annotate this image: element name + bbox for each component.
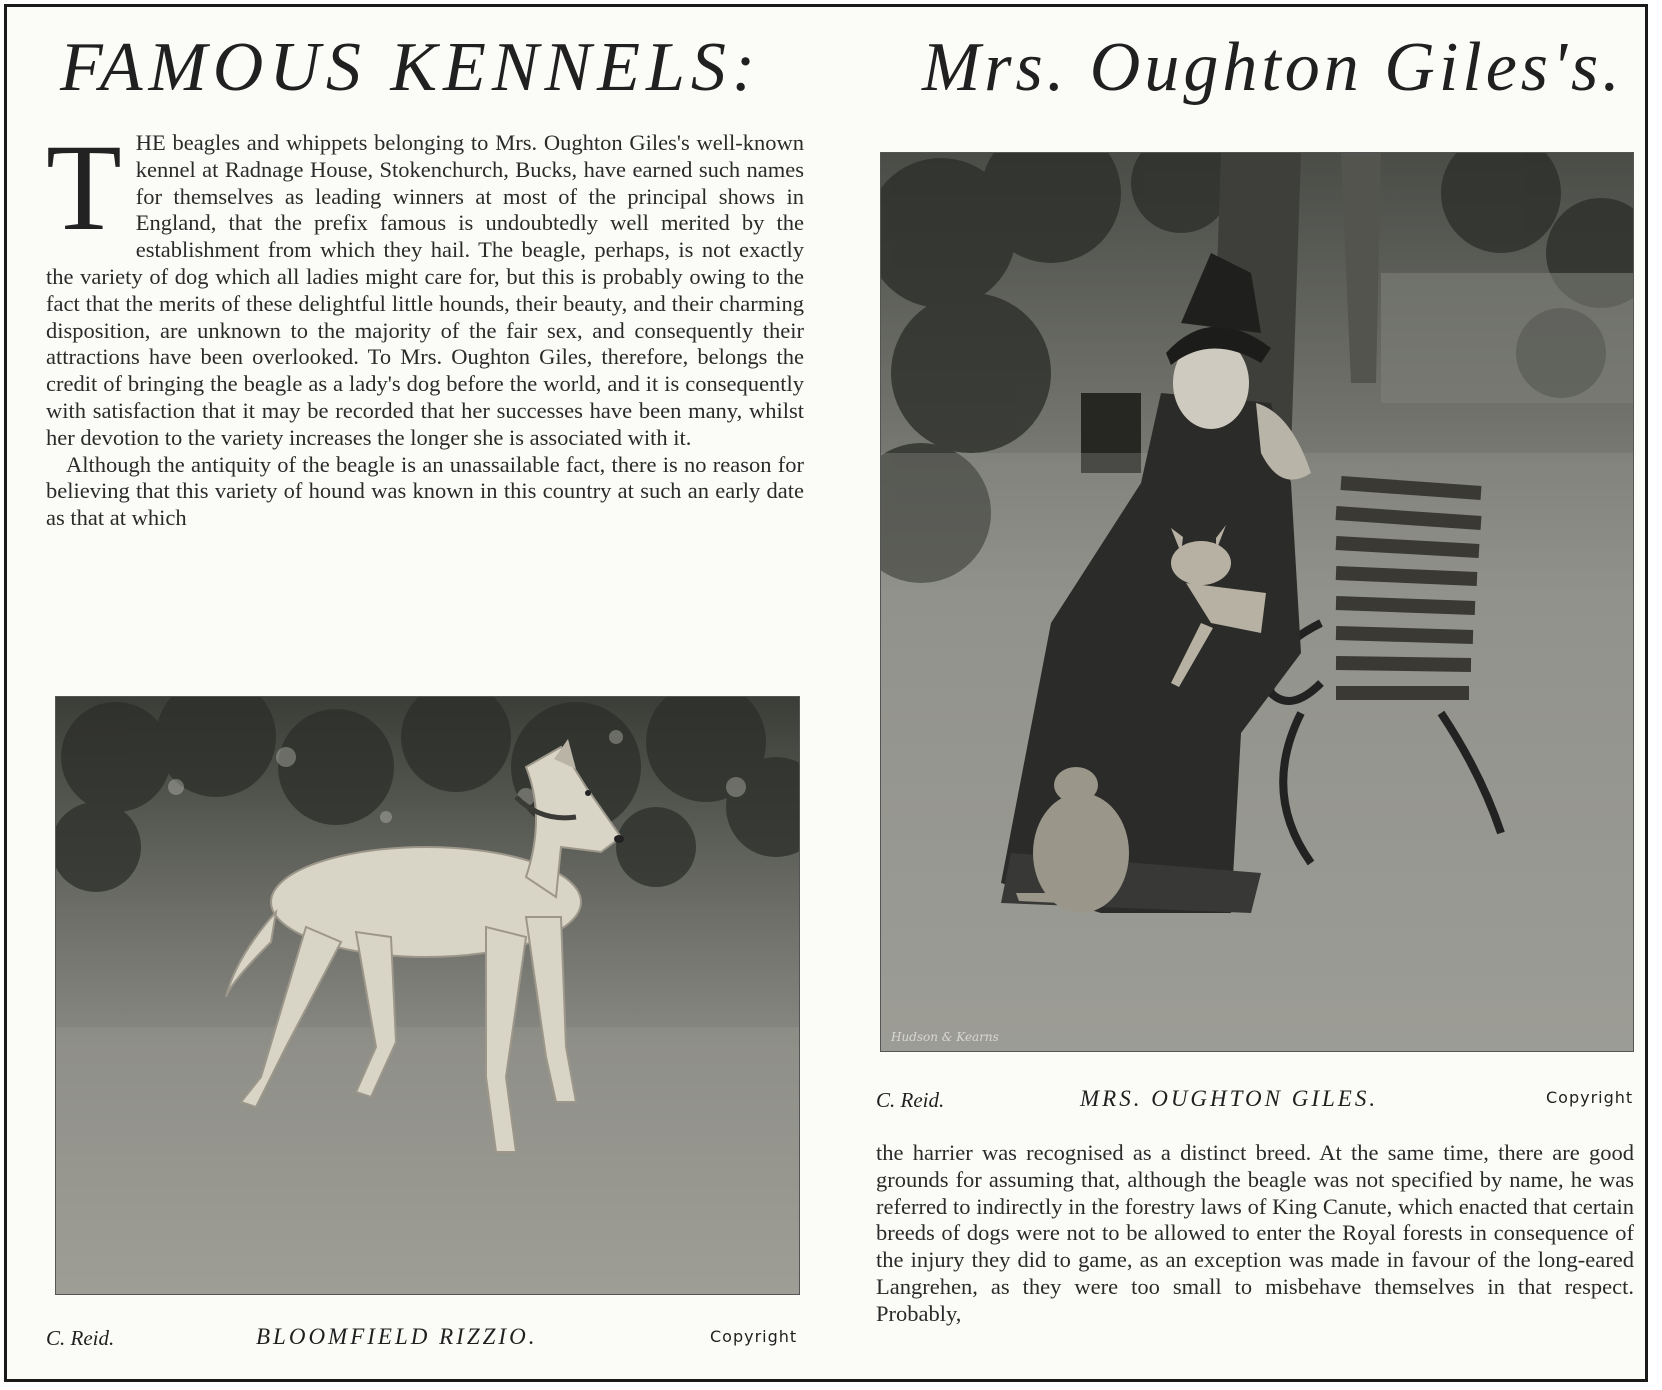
- caption-credit-left: C. Reid.: [46, 1326, 115, 1350]
- paragraph-intro: [46, 119, 804, 452]
- photo-bloomfield-rizzio: [55, 696, 800, 1295]
- paragraph-intro-text: HE beagles and whippets belonging to Mrs. Oughton Giles's well-known kennel at Radnage House, Stokenchurch, Bucks, have earned such names for themselves as leading winners at most of the principal shows in England, that the prefix famous is undoubtedly well merited by the establishment from which they hail. The beagle, perhaps, is not exactly the variety of dog which all ladies might care for, but this is probably owing to the fact that the merits of these delightful little hounds, their beauty, and their charming disposition, are unknown to the majority of the fair sex, and consequently their attractions have been overlooked. To Mrs. Oughton Giles, therefore, belongs the credit of bringing the beagle as a lady's dog before the world, and it is consequently with satisfaction that it may be recorded that her successes have been many, whilst her devotion to the variety increases the longer she is associated with it.: [46, 130, 804, 450]
- text-column-right: [876, 1140, 1634, 1328]
- caption-copyright-left: Copyright: [710, 1327, 798, 1346]
- article-title: [60, 28, 1624, 118]
- paragraph-antiquity: Although the antiquity of the beagle is an unassailable fact, there is no reason for believing that this variety of hound was known in this country at such an early date as that at which: [46, 451, 804, 531]
- photo-mrs-oughton-giles: [880, 152, 1634, 1052]
- caption-copyright-right: Copyright: [1546, 1088, 1634, 1107]
- text-column-left: [46, 119, 804, 532]
- caption-credit-right: C. Reid.: [876, 1088, 945, 1112]
- portrait-illustration: [881, 153, 1633, 1051]
- title-owner-name: Mrs. Oughton Giles's.: [922, 29, 1624, 106]
- drop-cap: T: [46, 119, 122, 256]
- paragraph-harrier: the harrier was recognised as a distinct breed. At the same time, there are good grounds for assuming that, although the beagle was not specified by name, he was referred to indirectly in the forestry laws of King Canute, which enacted that certain breeds of dogs were not to be allowed to enter the Royal forests in consequence of the injury they did to game, as an exception was made in favour of the long-eared Langrehen, as they were too small to misbehave themselves in that respect. Probably,: [876, 1140, 1634, 1326]
- title-famous-kennels: FAMOUS KENNELS:: [60, 29, 762, 106]
- whippet-illustration: [56, 697, 799, 1294]
- caption-mrs-oughton-giles: MRS. OUGHTON GILES.: [1080, 1086, 1379, 1111]
- caption-bloomfield-rizzio: BLOOMFIELD RIZZIO.: [256, 1324, 538, 1349]
- engraver-mark: Hudson & Kearns: [891, 1030, 999, 1044]
